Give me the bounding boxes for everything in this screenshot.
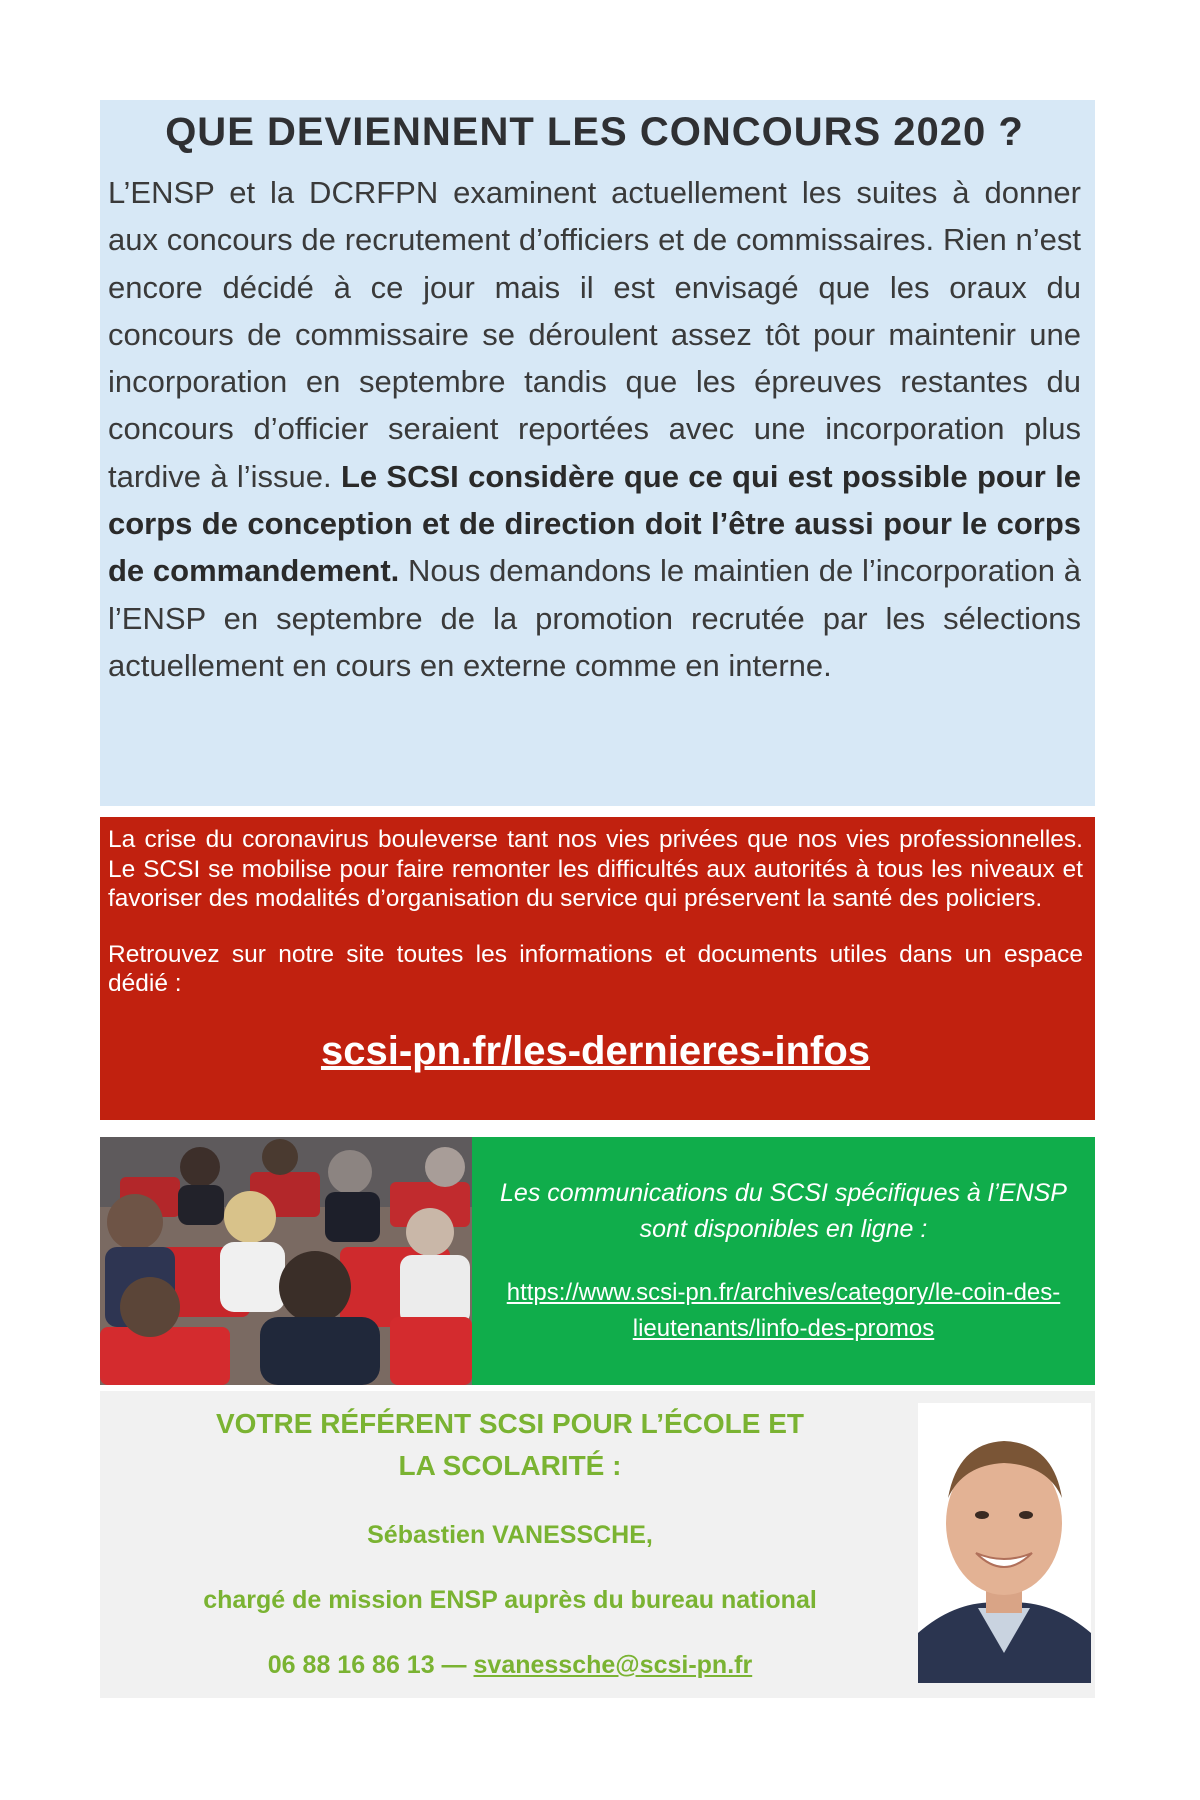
communications-line-2: sont disponibles en ligne :	[639, 1215, 928, 1243]
promos-link[interactable]	[472, 1275, 1095, 1347]
crise-paragraph-2: Retrouvez sur notre site toutes les informations et documents utiles dans un espace dédié :	[108, 940, 1083, 997]
referent-section	[100, 1391, 1095, 1698]
referent-contact	[100, 1651, 920, 1680]
referent-email-link[interactable]: svanessche@scsi-pn.fr	[473, 1651, 753, 1679]
crise-section	[100, 817, 1095, 1120]
dernieres-infos-link[interactable]: scsi-pn.fr/les-dernieres-infos	[320, 1028, 871, 1073]
audience-photo	[100, 1137, 472, 1385]
concours-title: QUE DEVIENNENT LES CONCOURS 2020 ?	[165, 110, 1024, 154]
referent-portrait	[918, 1403, 1091, 1683]
referent-title-line-2: LA SCOLARITÉ :	[398, 1450, 622, 1481]
referent-title-line-1: VOTRE RÉFÉRENT SCSI POUR L’ÉCOLE ET	[215, 1408, 805, 1439]
concours-text: L’ENSP et la DCRFPN examinent actuellement les suites à donner aux concours de recrutement d’officiers et de commissaires. Rien n’est encore décidé à ce jour mais il est envisagé que les oraux du concours de commissaire se déroulent assez tôt pour maintenir une incorporation en septembre tandis que les épreuves restantes du concours d’officier seraient reportées avec une incorporation plus tardive à l’issue.	[108, 175, 1081, 494]
referent-role: chargé de mission ENSP auprès du bureau national	[203, 1586, 817, 1614]
referent-name: Sébastien VANESSCHE,	[367, 1521, 653, 1549]
promos-link-line-1[interactable]: https://www.scsi-pn.fr/archives/category/le-coin-des-	[506, 1279, 1061, 1306]
referent-info	[100, 1391, 920, 1680]
concours-section	[100, 100, 1095, 806]
concours-bold-text: Le SCSI considère que ce qui est possible pour le corps de conception et de direction doit l’être aussi pour le corps de commandement.	[108, 458, 1081, 589]
promos-link-line-2[interactable]: lieutenants/linfo-des-promos	[632, 1315, 935, 1342]
crise-paragraph-1: La crise du coronavirus bouleverse tant nos vies privées que nos vies professionnelles. Le SCSI se mobilise pour faire remonter les difficultés aux autorités à tous les niveaux et favoriser des modalités d’organisation du service qui préservent la santé des policiers.	[108, 826, 1083, 912]
communications-section	[472, 1137, 1095, 1385]
concours-end-text: Nous demandons le maintien de l’incorporation à l’ENSP en septembre de la promotion recrutée par les sélections actuellement en cours en externe comme en interne.	[108, 553, 1081, 683]
referent-title	[100, 1403, 920, 1487]
referent-phone[interactable]: 06 88 16 86 13	[267, 1651, 435, 1679]
communications-line-1: Les communications du SCSI spécifiques à l’ENSP	[500, 1179, 1067, 1207]
contact-separator: —	[434, 1651, 474, 1679]
concours-paragraph	[108, 169, 1081, 689]
